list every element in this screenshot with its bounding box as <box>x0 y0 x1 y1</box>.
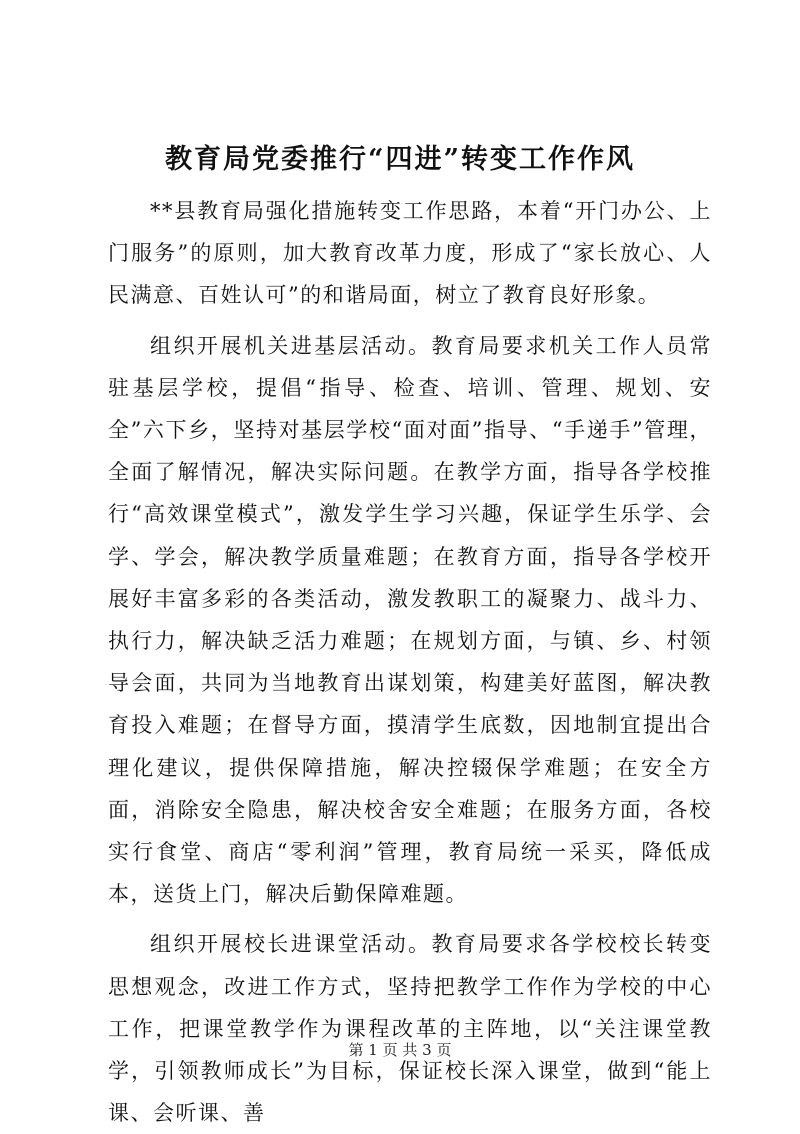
page-footer: 第 1 页 共 3 页 <box>348 1041 452 1059</box>
paragraph-principals-to-classrooms: 组织开展校长进课堂活动。教育局要求各学校校长转变思想观念，改进工作方式，坚持把教学工作作为学校的中心工作，把课堂教学作为课程改革的主阵地，以“关注课堂教学，引领教师成长”为目标，保证校长深入课堂，做到“能上课、会听课、善 <box>108 932 712 1126</box>
document-body <box>108 190 712 1134</box>
paragraph-intro: **县教育局强化措施转变工作思路，本着“开门办公、上门服务”的原则，加大教育改革力度，形成了“家长放心、人民满意、百姓认可”的和谐局面，树立了教育良好形象。 <box>108 199 712 308</box>
paragraph-officials-to-schools: 组织开展机关进基层活动。教育局要求机关工作人员常驻基层学校，提倡“指导、检查、培训、管理、规划、安全”六下乡，坚持对基层学校“面对面”指导、“手递手”管理，全面了解情况，解决实际问题。在教学方面，指导各学校推行“高效课堂模式”，激发学生学习兴趣，保证学生乐学、会学、学会，解决教学质量难题；在教育方面，指导各学校开展好丰富多彩的各类活动，激发教职工的凝聚力、战斗力、执行力，解决缺乏活力难题；在规划方面，与镇、乡、村领导会面，共同为当地教育出谋划策，构建美好蓝图，解决教育投入难题；在督导方面，摸清学生底数，因地制宜提出合理化建议，提供保障措施，解决控辍保学难题；在安全方面，消除安全隐患，解决校舍安全难题；在服务方面，各校实行食堂、商店“零利润”管理，教育局统一采买，降低成本，送货上门，解决后勤保障难题。 <box>108 333 712 907</box>
document-title: 教育局党委推行“四进”转变工作作风 <box>164 144 636 175</box>
